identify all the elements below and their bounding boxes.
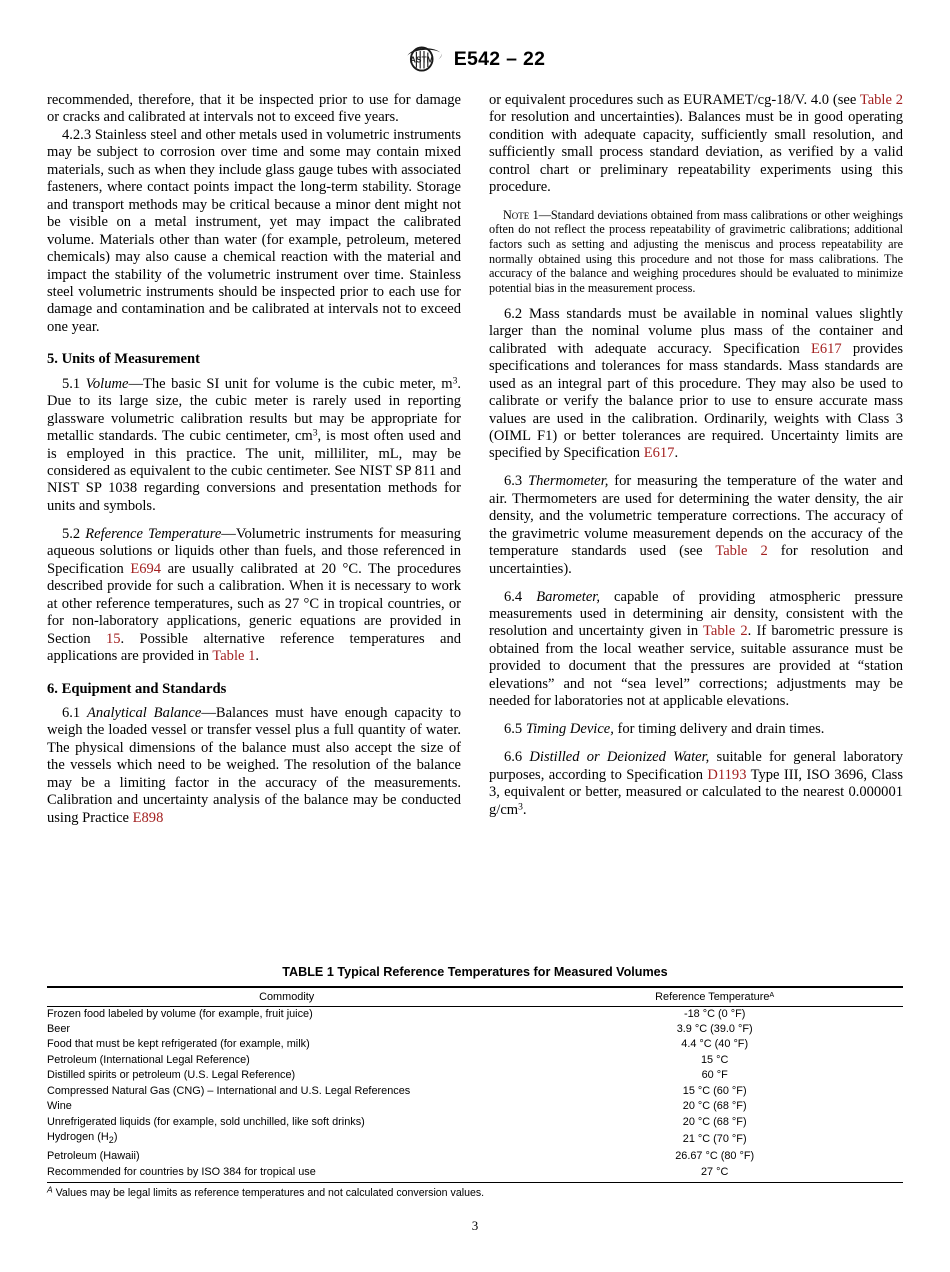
paragraph-6-1 [47, 705, 461, 827]
para-6-4-number: 6.4 [504, 588, 537, 605]
table-row [47, 1037, 903, 1052]
table-1-body [47, 1006, 903, 1182]
para-6-1-cont-text-1: or equivalent procedures such as EURAMET/cg-18/V. 4.0 (see [489, 92, 860, 108]
table-cell-commodity: Petroleum (International Legal Reference) [47, 1053, 250, 1066]
para-5-1-superscript-1: 3 [452, 375, 458, 387]
table-cell-temperature: 4.4 °C (40 °F) [681, 1038, 749, 1051]
paragraph-5-1 [47, 376, 461, 516]
table-1-block [47, 965, 903, 1200]
table-row [47, 1130, 903, 1149]
paragraph-4-2-3: 4.2.3 Stainless steel and other metals used in volumetric instruments may be subject to corrosion over time and some may contain mixed materials, such as when they include glass gauge tubes with associated fasteners, where contact points impact the long-term stability. Storage and transport methods may be critical because a minor dent might not be visible on a metal instrument, yet may impact the calibrated volume. Materials other than water (for example, petroleum, metered chemicals) may also cause a chemical reaction with the material and impact the stability of the volumetric instrument over time. Stainless steel volumetric instruments should be inspected prior to each use for damage and contamination and be calibrated at intervals not to exceed one year. [47, 126, 461, 335]
table-cell-temperature: 20 °C (68 °F) [682, 1115, 747, 1128]
para-6-3-text-2: for resolution and uncertainties). [489, 543, 903, 577]
para-5-1-text-3: , is most often used and is employed in this practice. The unit, milliliter, mL, may be considered as equivalent to the cubic centimeter. See NIST SP 811 and NIST SP 1038 regarding conversions and presentation methods for units and symbols. [47, 428, 461, 514]
table-cell-temperature: 3.9 °C (39.0 °F) [676, 1022, 753, 1035]
note-1 [489, 208, 903, 296]
para-6-4-text-1: capable of providing atmospheric pressure measurements used in determining air density, consistent with the resolution and uncertainty given in [489, 588, 903, 640]
para-6-5-term: Timing Device, [525, 721, 614, 738]
link-table-2-b[interactable]: Table 2 [715, 543, 768, 560]
table-row [47, 1006, 903, 1022]
paragraph-6-2 [489, 306, 903, 463]
table-1-col-commodity: Commodity [259, 990, 315, 1003]
para-6-6-term: Distilled or Deionized Water, [529, 749, 710, 766]
para-6-5-number: 6.5 [504, 721, 526, 738]
table-1-title: TABLE 1 Typical Reference Temperatures for Measured Volumes [282, 965, 668, 979]
link-d1193[interactable]: D1193 [707, 766, 747, 783]
table-1-footnote [47, 1183, 903, 1200]
table-cell-temperature: 21 °C (70 °F) [682, 1132, 747, 1145]
para-5-1-text-2: . Due to its large size, the cubic meter is rarely used in reporting glassware volumetric calibration results but may be appropriate for metallic standards. The cubic centimeter, cm [47, 375, 461, 445]
table-cell-commodity: Beer [47, 1022, 71, 1035]
paragraph-6-1-continuation [489, 92, 903, 197]
table-row [47, 1149, 903, 1164]
para-6-3-number: 6.3 [504, 473, 529, 490]
para-6-1-text-1: —Balances must have enough capacity to weigh the loaded vessel or transfer vessel plus a full quantity of water. The physical dimensions of the balance must also accept the size of the vessels which need to be weighed. The resolution of the balance may be a limiting factor in the accuracy of the measurements. Calibration and uncertainty analysis of the balance may be conducted using Practice [47, 704, 461, 826]
table-cell-commodity: Unrefrigerated liquids (for example, sold unchilled, like soft drinks) [47, 1115, 365, 1128]
astm-logo-icon [405, 44, 443, 74]
left-column [47, 92, 461, 827]
table-row [47, 1099, 903, 1114]
para-6-5-text-1: for timing delivery and drain times. [613, 721, 825, 738]
link-section-15[interactable]: 15 [105, 630, 121, 647]
table-cell-temperature: -18 °C (0 °F) [684, 1007, 746, 1020]
para-5-2-text-2: are usually calibrated at 20 °C. The procedures described provide for such a calibration. When it is necessary to work at other reference temperatures, such as 27 °C in tropical countries, or for non-laboratory applications, generic equations are provided in Section [47, 560, 461, 647]
link-e694[interactable]: E694 [130, 560, 162, 577]
para-5-2-term: Reference Temperature [85, 525, 222, 542]
note-1-label: Note 1 [503, 207, 539, 222]
link-e617-b[interactable]: E617 [643, 445, 675, 462]
table-row [47, 1053, 903, 1068]
table-row [47, 1068, 903, 1083]
para-5-2-number: 5.2 [62, 525, 86, 542]
table-1-col-reference-temperature [526, 987, 903, 1006]
link-e617-a[interactable]: E617 [810, 340, 842, 357]
table-cell-commodity: Food that must be kept refrigerated (for example, milk) [47, 1038, 310, 1051]
heading-5-units-of-measurement: 5. Units of Measurement [47, 351, 200, 368]
page-number: 3 [471, 1218, 479, 1233]
table-cell-temperature: 27 °C [526, 1165, 903, 1183]
table-cell-temperature: 15 °C (60 °F) [682, 1084, 747, 1097]
para-6-6-text-2: Type III, ISO 3696, Class 3, equivalent or better, measured or calculated to the nearest 0.000001 g/cm [489, 766, 903, 818]
table-cell-commodity: Frozen food labeled by volume (for example, fruit juice) [47, 1007, 313, 1020]
paragraph-5-2 [47, 526, 461, 666]
subscript: 2 [108, 1135, 114, 1146]
para-6-6-number: 6.6 [504, 749, 530, 766]
heading-6-equipment-and-standards: 6. Equipment and Standards [47, 680, 227, 697]
table-cell-commodity: Recommended for countries by ISO 384 for tropical use [47, 1165, 526, 1183]
table-1-footnote-text: Values may be legal limits as reference temperatures and not calculated conversion values. [52, 1186, 485, 1199]
body-columns [47, 92, 903, 827]
table-row [47, 1165, 903, 1183]
table-cell-commodity: Compressed Natural Gas (CNG) – International and U.S. Legal References [47, 1084, 411, 1097]
note-1-text: —Standard deviations obtained from mass calibrations or other weighings often do not reflect the process repeatability of gravimetric calibrations; additional factors such as setting and adjusting the meniscus and process repeatability are normally obtained using this procedure and not those for mass calibrations. The accuracy of the balance and weighing procedures should be evaluated to minimize potential bias in the measurement process. [489, 207, 903, 295]
document-designation: E542 – 22 [453, 47, 546, 70]
table-cell-commodity: Wine [47, 1100, 72, 1113]
para-6-4-text-2: . If barometric pressure is obtained from the local weather service, suitable assurance must be provided to document that the pressures are provided at “station elevations” and not “sea level” corrections; adjustments may be needed for laboratories not at applicable elevations. [489, 623, 903, 710]
table-1-footnote-marker: A [47, 1184, 53, 1195]
table-cell-commodity: Hydrogen $(H_2)$ [47, 1131, 118, 1146]
table-cell-temperature: 26.67 °C (80 °F) [675, 1150, 755, 1163]
para-6-3-text-1: for measuring the temperature of the water and air. Thermometers are used for determining the water density, the air density, and the volumetric temperature corrections. The accuracy of the gravimetric volume measurement depends on the accuracy of the temperature standards used (see [489, 473, 903, 560]
table-row [47, 1022, 903, 1037]
table-1 [47, 986, 903, 1183]
link-e898[interactable]: E898 [132, 809, 164, 826]
para-6-1-cont-text-2: for resolution and uncertainties). Balances must be in good operating condition with adequate capacity, sufficiently small resolution, and sufficiently small process standard deviation, as verified by a valid control chart or preliminary repeatability experiments using this procedure. [489, 109, 903, 196]
para-5-1-superscript-2: 3 [312, 427, 318, 439]
paragraph-6-5 [489, 721, 903, 738]
para-6-4-term: Barometer, [536, 588, 600, 605]
right-column [489, 92, 903, 827]
para-5-2-text-4: . [255, 648, 260, 665]
para-6-2-text-3: . [674, 445, 679, 462]
link-table-1[interactable]: Table 1 [212, 648, 256, 665]
para-5-2-text-3: . Possible alternative reference temperatures and applications are provided in [47, 630, 461, 665]
table-cell-commodity: Distilled spirits or petroleum (U.S. Legal Reference) [47, 1069, 296, 1082]
paragraph-6-4 [489, 589, 903, 711]
page-header [0, 44, 950, 74]
svg-text:ASTM: ASTM [409, 54, 434, 65]
para-6-6-superscript-1: 3 [518, 801, 523, 813]
paragraph-continuation: recommended, therefore, that it be inspected prior to use for damage or cracks and calibrated at intervals not to exceed five years. [47, 92, 461, 126]
para-6-2-text-2: provides specifications and tolerances for mass standards. Mass standards are used as an integral part of this procedure. They may also be used to calibrate or verify the balance prior to use to ensure accurate mass values are used in the calibration. Ordinarily, weights with Class 3 (OIML F1) or better tolerances are required. Uncertainty limits are specified by Specification [489, 340, 903, 462]
table-cell-temperature: 15 °C [700, 1053, 729, 1066]
para-5-1-text-1: —The basic SI unit for volume is the cubic meter, m [128, 375, 453, 392]
para-6-2-text-1: 6.2 Mass standards must be available in nominal values slightly larger than the nominal volume plus mass of the container and calibrated with adequate accuracy. Specification [489, 305, 903, 357]
link-table-2-a[interactable]: Table 2 [859, 92, 903, 108]
table-cell-temperature: 60 °F [701, 1069, 728, 1082]
link-table-2-c[interactable]: Table 2 [703, 623, 748, 640]
table-1-header-row [47, 987, 903, 1006]
para-6-3-term: Thermometer, [528, 473, 609, 490]
table-row [47, 1084, 903, 1099]
para-6-6-text-3: . [522, 801, 527, 818]
para-6-1-number: 6.1 [62, 704, 88, 721]
col-2-label: Reference Temperature [655, 990, 770, 1003]
table-row [47, 1115, 903, 1130]
para-6-1-term: Analytical Balance [87, 704, 202, 721]
para-5-1-term: Volume [85, 375, 129, 392]
paragraph-6-6 [489, 749, 903, 819]
para-5-2-text-1: —Volumetric instruments for measuring aqueous solutions or liquids other than fuels, and those referenced in Specification [47, 525, 461, 577]
table-1-head [47, 987, 903, 1006]
col-2-footnote-marker: A [769, 989, 775, 999]
para-6-6-text-1: suitable for general laboratory purposes, according to Specification [489, 749, 903, 783]
paragraph-6-3 [489, 473, 903, 578]
table-cell-commodity: Petroleum (Hawaii) [47, 1150, 140, 1163]
para-5-1-number: 5.1 [62, 375, 86, 392]
table-cell-temperature: 20 °C (68 °F) [682, 1100, 747, 1113]
